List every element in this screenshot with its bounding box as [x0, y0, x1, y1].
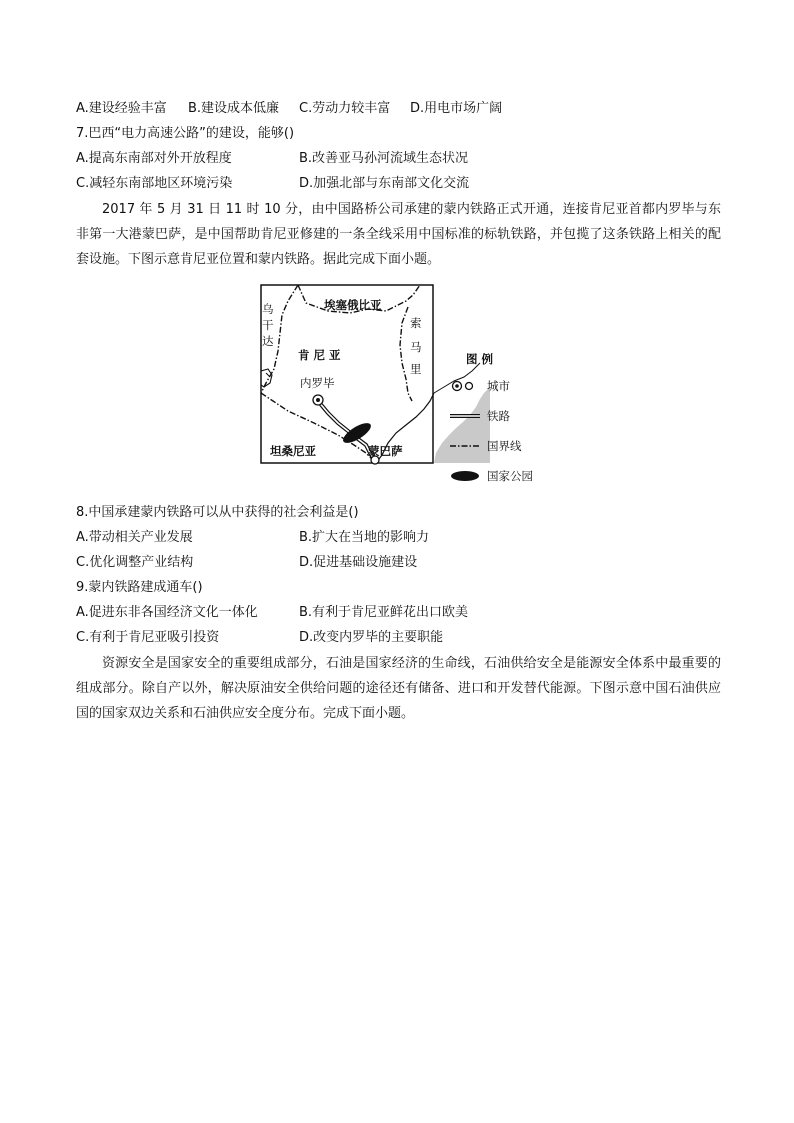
legend-city-icon [453, 382, 473, 391]
q6-option-d: D.用电市场广阔 [410, 101, 503, 116]
national-park [340, 419, 373, 446]
label-uganda-3: 达 [262, 334, 274, 348]
city-nairobi-marker [313, 395, 323, 405]
kenya-map [258, 283, 548, 488]
q7-option-a: A.提高东南部对外开放程度 [76, 151, 232, 166]
ocean-area [434, 387, 490, 463]
label-tanzania: 坦桑尼亚 [270, 444, 316, 458]
q7-option-c: C.减轻东南部地区环境污染 [76, 176, 233, 191]
legend-city: 城市 [487, 379, 510, 393]
legend-park: 国家公园 [487, 469, 533, 483]
q8-stem: 8.中国承建蒙内铁路可以从中获得的社会利益是() [76, 505, 359, 520]
legend-title: 图 例 [466, 352, 494, 366]
passage-oil-security: 资源安全是国家安全的重要组成部分，石油是国家经济的生命线，石油供给安全是能源安全体系中最重要的组成部分。除自产以外，解决原油安全供给问题的途径还有储备、进口和开发替代能源。下图示意中国石油供应国的国家双边关系和石油供应安全度分布。完成下面小题。 [76, 656, 721, 721]
q9-option-c: C.有利于肯尼亚吸引投资 [76, 630, 220, 645]
legend-park-icon [451, 471, 479, 481]
q9-option-a: A.促进东非各国经济文化一体化 [76, 605, 258, 620]
q7-stem: 7.巴西“电力高速公路”的建设，能够() [76, 126, 295, 141]
q7-option-d: D.加强北部与东南部文化交流 [299, 176, 470, 191]
kenya-map-figure [258, 283, 548, 488]
q6-option-a: A.建设经验丰富 [76, 101, 167, 116]
q8-option-b: B.扩大在当地的影响力 [299, 530, 430, 545]
lake-victoria [261, 369, 272, 387]
q6-option-b: B.建设成本低廉 [188, 101, 280, 116]
q7-option-b: B.改善亚马孙河流域生态状况 [299, 151, 469, 166]
legend-railway: 铁路 [487, 409, 510, 423]
q9-option-d: D.改变内罗毕的主要职能 [299, 630, 444, 645]
q9-option-b: B.有利于肯尼亚鲜花出口欧美 [299, 605, 469, 620]
q6-option-c: C.劳动力较丰富 [299, 101, 391, 116]
q8-option-d: D.促进基础设施建设 [299, 555, 418, 570]
label-somalia-1: 索 [410, 316, 422, 330]
legend-border: 国界线 [487, 439, 522, 453]
q8-option-a: A.带动相关产业发展 [76, 530, 193, 545]
label-ethiopia: 埃塞俄比亚 [324, 298, 382, 312]
label-uganda-2: 干 [262, 318, 274, 332]
label-kenya: 肯 尼 亚 [298, 348, 341, 362]
label-mombasa: 蒙巴萨 [368, 444, 403, 458]
label-uganda-1: 乌 [262, 302, 274, 316]
label-somalia-3: 里 [410, 362, 422, 376]
q9-stem: 9.蒙内铁路建成通车() [76, 580, 203, 595]
label-somalia-2: 马 [410, 340, 422, 354]
q8-option-c: C.优化调整产业结构 [76, 555, 194, 570]
label-nairobi: 内罗毕 [300, 376, 335, 390]
passage-railway: 2017 年 5 月 31 日 11 时 10 分，由中国路桥公司承建的蒙内铁路正式开通，连接肯尼亚首都内罗毕与东非第一大港蒙巴萨，是中国帮助肯尼亚修建的一条全线采用中国标准的标轨铁路，并包揽了这条铁路上相关的配套设施。下图示意肯尼亚位置和蒙内铁路。据此完成下面小题。 [76, 202, 721, 267]
